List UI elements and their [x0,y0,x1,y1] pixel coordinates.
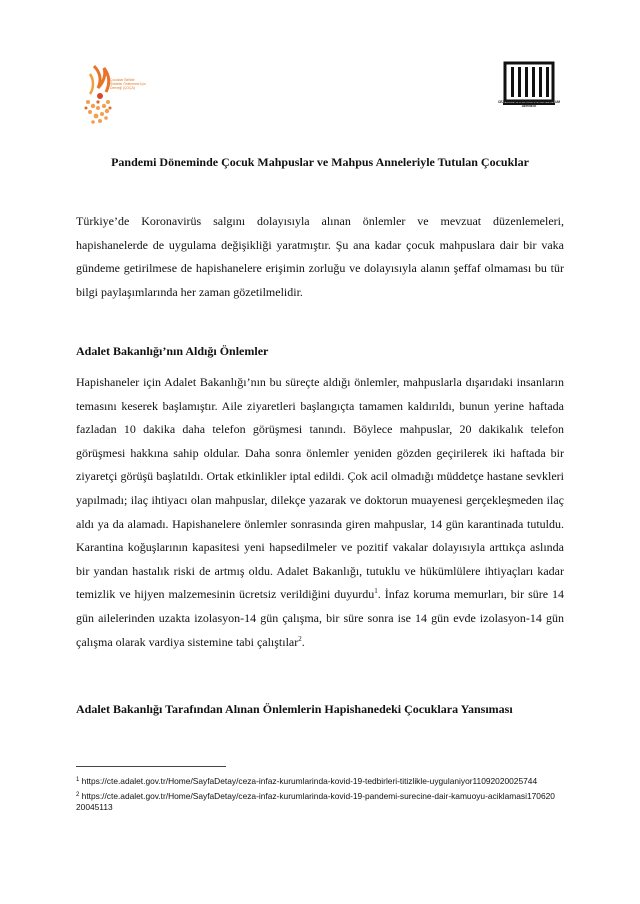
footnote-2 [76,791,556,814]
footnote-link[interactable]: https://cte.adalet.gov.tr/Home/SayfaDetay/ceza-infaz-kurumlarinda-kovid-19-tedbirleri-titizlikle-uygulaniyor11092020025744 [81,776,538,786]
footnote-ref-1[interactable]: 1 [374,587,378,596]
footnote-number: 2 [76,791,80,798]
measures-text-part3: . [301,634,305,649]
footnote-separator [76,766,226,767]
cocuk-figures-logo-icon [80,62,144,126]
footnote-number: 1 [76,777,80,783]
section-heading-reflection: Adalet Bakanlığı Tarafından Alınan Önlemlerin Hapishanedeki Çocuklara Yansıması [76,702,513,716]
intro-paragraph: Türkiye’de Koronavirüs salgını dolayısıyla alınan önlemler ve mevzuat düzenlemeleri, hapishanelerde de uygulama değişikliği yaratmıştır. Şu ana kadar çocuk mahpuslara dair bir vaka gündeme getirilmese de hapishanelere erişimin zorluğu ve dolayısıyla alanın şeffaf olmaması bu tür bilgi paylaşımlarında her zaman gözetilmelidir. [76,214,564,299]
footnote-1 [76,776,556,788]
right-logo-text: CEZA İNFAZ SİSTEMİNDE SİVİL TOPLUM DERNEĞİ [497,100,561,108]
measures-text-part1: Hapishaneler için Adalet Bakanlığı’nın bu süreçte aldığı önlemler, mahpuslarla dışarıdaki insanların temasını keserek başlamıştır. Aile ziyaretleri başlangıçta tamamen kaldırıldı, bunun yerine haftada fazladan 10 dakika daha telefon görüşmesi tanındı. Böylece mahpuslar, 20 dakikalık telefon görüşmesi hakkına sahip oldular. Daha sonra önlemler yeniden gözden geçirilerek iki haftada bir ziyaretçi görüşü başlatıldı. Ortak etkinlikler iptal edildi. Çok acil olmadığı müddetçe hastane sevkleri yapılmadı; ilaç ihtiyacı olan mahpuslar, dilekçe yazarak ve doktorun muayenesi gerçekleşmeden ilaç aldı ya da alamadı. Hapishanelere önlemler sonrasında giren mahpuslar, 14 gün karantinada tutuldu. Karantina koğuşlarının kapasitesi yeni hapsedilmeler ve pozitif vakalar dolayısıyla arttıkça aslında bir yandan hastalık riski de artmış oldu. Adalet Bakanlığı, tutuklu ve hükümlülere ihtiyaçları kadar temizlik ve hijyen malzemesinin ücretsiz verildiğini duyurdu [76,375,564,602]
measures-paragraph [76,371,564,654]
document-title: Pandemi Döneminde Çocuk Mahpuslar ve Mahpus Anneleriyle Tutulan Çocuklar [111,155,529,169]
measures-text-part2: . İnfaz koruma memurları, bir süre 14 gün ailelerinden uzakta izolasyon-14 gün çalışma, bir süre sonra ise 14 gün evde izolasyon-14 gün çalışma olarak vardiya sistemine tabi çalıştılar [76,587,565,649]
left-logo-text: Çocuklar Birlikte Şiddetin Önlenmesi İçin Derneği (ÇOÇA) [110,78,146,91]
footnotes [76,776,556,817]
section-heading-measures: Adalet Bakanlığı’nın Aldığı Önlemler [76,344,269,358]
footnote-link[interactable]: https://cte.adalet.gov.tr/Home/SayfaDetay/ceza-infaz-kurumlarinda-kovid-19-pandemi-surecine-dair-kamuoyu-aciklamasi17062020045113 [76,790,555,812]
footnote-ref-2[interactable]: 2 [298,634,302,643]
prison-bars-logo-icon [497,59,561,127]
